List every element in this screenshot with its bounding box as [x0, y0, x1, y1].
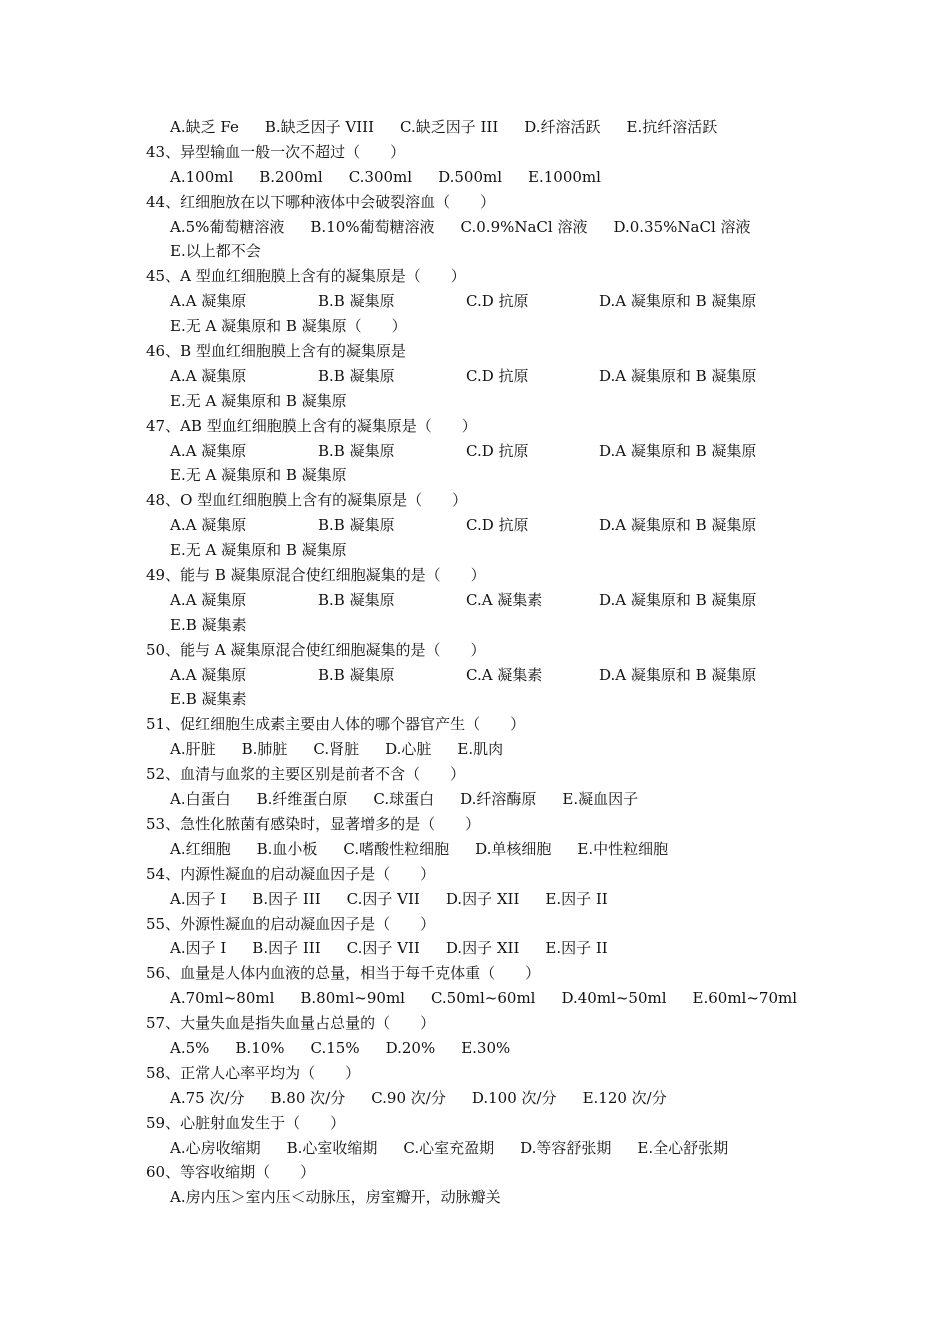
question-text: 56、血量是人体内血液的总量，相当于每千克体重（ ）	[146, 964, 541, 983]
question-text: 47、AB 型血红细胞膜上含有的凝集原是（ ）	[146, 416, 477, 435]
options-line	[146, 1036, 836, 1061]
question-text: 49、能与 B 凝集原混合使红细胞凝集的是（ ）	[146, 566, 486, 585]
option-item: A.70ml~80ml	[170, 989, 275, 1008]
option-item: C.300ml	[348, 167, 413, 186]
option-item: C.50ml~60ml	[430, 989, 536, 1008]
question-text: 60、等容收缩期（ ）	[146, 1163, 316, 1182]
document-page	[146, 115, 836, 1210]
option-item: C.嗜酸性粒细胞	[343, 839, 450, 858]
option-item: A.A 凝集原	[170, 516, 247, 535]
option-item: D.因子 XII	[445, 939, 520, 958]
option-item: B.因子 III	[252, 889, 321, 908]
option-item: C.肾脏	[313, 740, 360, 759]
option-item: A.A 凝集原	[170, 665, 247, 684]
option-item: B.B 凝集原	[318, 590, 395, 609]
options-line	[146, 787, 836, 812]
options-line	[146, 588, 836, 613]
option-item: E.120 次/分	[582, 1088, 667, 1107]
option-item: A.A 凝集原	[170, 441, 247, 460]
option-item: C.D 抗原	[466, 366, 529, 385]
option-item: E.以上都不会	[170, 242, 261, 261]
option-item: D.纤溶活跃	[524, 118, 601, 136]
options-line	[146, 239, 836, 264]
option-item: B.80 次/分	[270, 1088, 346, 1107]
options-line	[146, 887, 836, 912]
question-text: 43、异型输血一般一次不超过（ ）	[146, 142, 406, 161]
option-item: A.5%葡萄糖溶液	[170, 217, 285, 236]
options-line	[146, 737, 836, 762]
option-item: B.纤维蛋白原	[256, 790, 348, 809]
option-item: C.因子 VII	[346, 889, 420, 908]
option-item: B.80ml~90ml	[300, 989, 405, 1008]
question-text: 44、红细胞放在以下哪种液体中会破裂溶血（ ）	[146, 192, 496, 211]
option-item: D.500ml	[438, 167, 503, 186]
option-item: A.A 凝集原	[170, 590, 247, 609]
question-text: 55、外源性凝血的启动凝血因子是（ ）	[146, 914, 436, 933]
option-item: C.心室充盈期	[403, 1138, 495, 1157]
option-item: A.5%	[170, 1038, 210, 1057]
option-item: E.30%	[461, 1038, 511, 1057]
question-text: 52、血清与血浆的主要区别是前者不含（ ）	[146, 765, 466, 784]
options-line	[146, 165, 836, 190]
options-line	[146, 837, 836, 862]
option-item: E.全心舒张期	[637, 1138, 729, 1157]
option-item: E.B 凝集素	[170, 690, 247, 709]
option-item: E.肌肉	[457, 740, 504, 759]
options-line	[146, 439, 836, 464]
option-item: B.200ml	[259, 167, 323, 186]
options-line	[146, 289, 836, 314]
question-text: 48、O 型血红细胞膜上含有的凝集原是（ ）	[146, 491, 468, 510]
option-item: D.单核细胞	[475, 839, 552, 858]
option-item: E.中性粒细胞	[577, 839, 669, 858]
option-item: C.D 抗原	[466, 516, 529, 535]
option-item: E.抗纤溶活跃	[626, 118, 718, 136]
option-item: D.纤溶酶原	[460, 790, 537, 809]
options-line	[146, 1086, 836, 1111]
options-line	[146, 538, 836, 563]
option-item: B.10%	[235, 1038, 285, 1057]
option-item: D.40ml~50ml	[561, 989, 667, 1008]
question-text: 59、心脏射血发生于（ ）	[146, 1113, 346, 1132]
options-line	[146, 463, 836, 488]
options-line	[146, 389, 836, 414]
option-item: B.因子 III	[252, 939, 321, 958]
option-item: D.因子 XII	[445, 889, 520, 908]
options-line	[146, 936, 836, 961]
option-item: D.心脏	[385, 740, 432, 759]
option-item: A.75 次/分	[170, 1088, 245, 1107]
option-item: A.因子 I	[170, 889, 227, 908]
option-item: B.B 凝集原	[318, 516, 395, 535]
option-item: A.红细胞	[170, 839, 231, 858]
option-item: A.白蛋白	[170, 790, 231, 809]
option-item: A.肝脏	[170, 740, 216, 759]
option-item: C.A 凝集素	[466, 590, 543, 609]
option-item: A.A 凝集原	[170, 292, 247, 311]
option-item: C.90 次/分	[371, 1088, 446, 1107]
option-item: E.1000ml	[528, 167, 601, 186]
option-item: E.无 A 凝集原和 B 凝集原	[170, 391, 347, 410]
options-line	[146, 513, 836, 538]
option-item: C.D 抗原	[466, 441, 529, 460]
option-item: A.A 凝集原	[170, 366, 247, 385]
option-item: A.缺乏 Fe	[170, 118, 239, 136]
option-item: B.心室收缩期	[286, 1138, 378, 1157]
option-item: D.A 凝集原和 B 凝集原	[599, 516, 757, 535]
options-line	[146, 986, 836, 1011]
option-item: C.因子 VII	[346, 939, 420, 958]
option-item: E.无 A 凝集原和 B 凝集原	[170, 541, 347, 560]
option-item: E.B 凝集素	[170, 615, 247, 634]
question-text: 57、大量失血是指失血量占总量的（ ）	[146, 1014, 436, 1033]
option-item: A.因子 I	[170, 939, 227, 958]
option-item: E.无 A 凝集原和 B 凝集原（ ）	[170, 317, 407, 336]
option-item: B.缺乏因子 VIII	[264, 118, 375, 136]
option-item: B.10%葡萄糖溶液	[310, 217, 435, 236]
option-item: D.100 次/分	[471, 1088, 557, 1107]
question-text: 54、内源性凝血的启动凝血因子是（ ）	[146, 864, 436, 883]
options-line	[146, 115, 836, 140]
question-text: 50、能与 A 凝集原混合使红细胞凝集的是（ ）	[146, 640, 486, 659]
option-item: E.无 A 凝集原和 B 凝集原	[170, 466, 347, 485]
question-text: 53、急性化脓菌有感染时，显著增多的是（ ）	[146, 814, 481, 833]
option-item: B.B 凝集原	[318, 665, 395, 684]
option-item: A.房内压＞室内压＜动脉压，房室瓣开，动脉瓣关	[170, 1188, 501, 1207]
question-text: 46、B 型血红细胞膜上含有的凝集原是	[146, 342, 406, 361]
option-item: C.0.9%NaCl 溶液	[460, 217, 588, 236]
question-text: 45、A 型血红细胞膜上含有的凝集原是（ ）	[146, 267, 466, 286]
options-line	[146, 663, 836, 688]
options-line	[146, 687, 836, 712]
option-item: E.60ml~70ml	[692, 989, 798, 1008]
option-item: B.B 凝集原	[318, 366, 395, 385]
option-item: D.等容舒张期	[520, 1138, 612, 1157]
option-item: D.A 凝集原和 B 凝集原	[599, 441, 757, 460]
option-item: C.球蛋白	[373, 790, 435, 809]
option-item: E.因子 II	[545, 939, 608, 958]
option-item: A.心房收缩期	[170, 1138, 261, 1157]
option-item: D.A 凝集原和 B 凝集原	[599, 366, 757, 385]
option-item: D.A 凝集原和 B 凝集原	[599, 590, 757, 609]
question-text: 58、正常人心率平均为（ ）	[146, 1063, 361, 1082]
option-item: A.100ml	[170, 167, 234, 186]
option-item: B.B 凝集原	[318, 292, 395, 311]
option-item: D.0.35%NaCl 溶液	[613, 217, 751, 236]
options-line	[146, 215, 836, 240]
option-item: D.A 凝集原和 B 凝集原	[599, 665, 757, 684]
options-line	[146, 1136, 836, 1161]
options-line	[146, 364, 836, 389]
question-text: 51、促红细胞生成素主要由人体的哪个器官产生（ ）	[146, 715, 526, 734]
option-item: C.A 凝集素	[466, 665, 543, 684]
option-item: B.血小板	[256, 839, 318, 858]
options-line	[146, 613, 836, 638]
option-item: C.D 抗原	[466, 292, 529, 311]
option-item: D.20%	[385, 1038, 436, 1057]
option-item: C.15%	[310, 1038, 360, 1057]
option-item: C.缺乏因子 III	[400, 118, 499, 136]
option-item: D.A 凝集原和 B 凝集原	[599, 292, 757, 311]
option-item: B.B 凝集原	[318, 441, 395, 460]
option-item: B.肺脏	[241, 740, 288, 759]
option-item: E.凝血因子	[562, 790, 639, 809]
option-item: E.因子 II	[545, 889, 608, 908]
options-line	[146, 314, 836, 339]
options-line	[146, 1185, 836, 1210]
